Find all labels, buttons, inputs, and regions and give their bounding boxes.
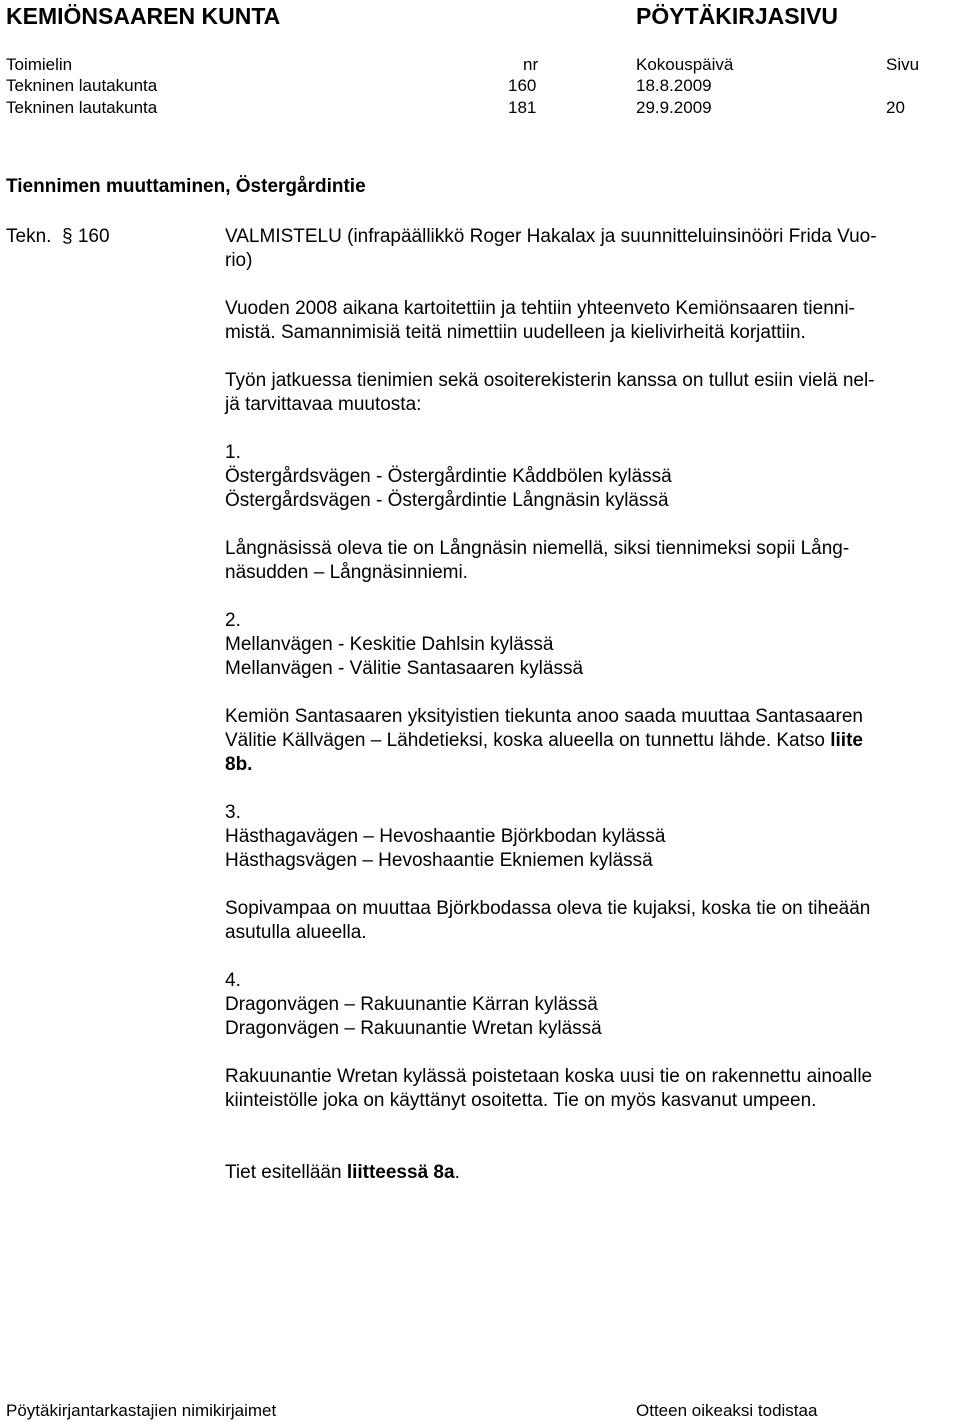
road-name-line: Mellanvägen - Välitie Santasaaren kylässä xyxy=(225,658,584,679)
item-note-line: Kemiön Santasaaren yksityistien tiekunta anoo saada muuttaa Santasaaren xyxy=(225,706,863,727)
item-note-line: Sopivampaa on muuttaa Björkbodassa oleva tie kujaksi, koska tie on tiheään xyxy=(225,898,871,919)
section-reference xyxy=(6,225,110,249)
meeting-row-date: 29.9.2009 xyxy=(636,98,712,117)
item-number: 2. xyxy=(225,610,241,631)
meeting-row-nr: 181 xyxy=(508,98,537,117)
item-note-line: kiinteistölle joka on käyttänyt osoitetta. Tie on myös kasvanut umpeen. xyxy=(225,1090,817,1111)
attachment-reference: liite xyxy=(830,730,863,751)
road-name-line: Östergårdsvägen - Östergårdintie Långnäsin kylässä xyxy=(225,490,669,511)
intro-paragraph-line: Vuoden 2008 aikana kartoitettiin ja tehtiin yhteenveto Kemiönsaaren tienni- xyxy=(225,298,855,319)
road-name-line: Mellanvägen - Keskitie Dahlsin kylässä xyxy=(225,634,554,655)
item-note-line: asutulla alueella. xyxy=(225,922,367,943)
item-note-line: näsudden – Långnäsinniemi. xyxy=(225,562,468,583)
item-number: 1. xyxy=(225,442,241,463)
item-number: 3. xyxy=(225,802,241,823)
closing-line xyxy=(225,1161,955,1185)
intro-paragraph-line: mistä. Samannimisiä teitä nimettiin uudelleen ja kielivirheitä korjattiin. xyxy=(225,322,806,343)
item-note-text: Välitie Källvägen – Lähdetieksi, koska alueella on tunnettu lähde. Katso xyxy=(225,730,831,751)
closing-text: Tiet esitellään xyxy=(225,1162,347,1183)
municipality-name: KEMIÖNSAAREN KUNTA xyxy=(6,3,281,29)
col-header-date: Kokouspäivä xyxy=(636,55,734,74)
ref-number: 160 xyxy=(77,226,110,247)
col-header-page: Sivu xyxy=(886,55,920,74)
col-header-nr: nr xyxy=(523,55,539,74)
footer-certification-label: Otteen oikeaksi todistaa xyxy=(636,1401,818,1420)
meeting-row-date: 18.8.2009 xyxy=(636,76,712,95)
item-number: 4. xyxy=(225,970,241,991)
item-note-line xyxy=(225,753,955,777)
meeting-row-body: Tekninen lautakunta xyxy=(6,76,158,95)
document-title: Tiennimen muuttaminen, Östergårdintie xyxy=(6,176,366,197)
main-content xyxy=(225,225,955,1185)
document-type: PÖYTÄKIRJASIVU xyxy=(636,3,838,29)
item-note-line: Långnäsissä oleva tie on Långnäsin niemellä, siksi tiennimeksi sopii Lång- xyxy=(225,538,850,559)
closing-period: . xyxy=(454,1162,460,1183)
attachment-reference: 8b. xyxy=(225,754,253,775)
valmistelu-line: rio) xyxy=(225,250,253,271)
intro-paragraph-line: Työn jatkuessa tienimien sekä osoiterekisterin kanssa on tullut esiin vielä nel- xyxy=(225,370,875,391)
road-name-line: Hästhagavägen – Hevoshaantie Björkbodan kylässä xyxy=(225,826,666,847)
valmistelu-line: VALMISTELU (infrapäällikkö Roger Hakalax ja suunnitteluinsinööri Frida Vuo- xyxy=(225,226,877,247)
section-sign: § xyxy=(61,226,73,247)
road-name-line: Hästhagsvägen – Hevoshaantie Ekniemen kylässä xyxy=(225,850,653,871)
meeting-row-page: 20 xyxy=(886,98,905,117)
col-header-body: Toimielin xyxy=(6,55,73,74)
attachment-reference: liitteessä 8a xyxy=(346,1162,455,1183)
item-note-line xyxy=(225,729,955,753)
item-note-line: Rakuunantie Wretan kylässä poistetaan koska uusi tie on rakennettu ainoalle xyxy=(225,1066,873,1087)
ref-prefix: Tekn. xyxy=(6,226,52,247)
meeting-row-nr: 160 xyxy=(508,76,537,95)
footer-initials-label: Pöytäkirjantarkastajien nimikirjaimet xyxy=(6,1401,277,1420)
meeting-row-body: Tekninen lautakunta xyxy=(6,98,158,117)
road-name-line: Dragonvägen – Rakuunantie Wretan kylässä xyxy=(225,1018,602,1039)
intro-paragraph-line: jä tarvittavaa muutosta: xyxy=(225,394,422,415)
road-name-line: Dragonvägen – Rakuunantie Kärran kylässä xyxy=(225,994,598,1015)
road-name-line: Östergårdsvägen - Östergårdintie Kåddbölen kylässä xyxy=(225,466,672,487)
